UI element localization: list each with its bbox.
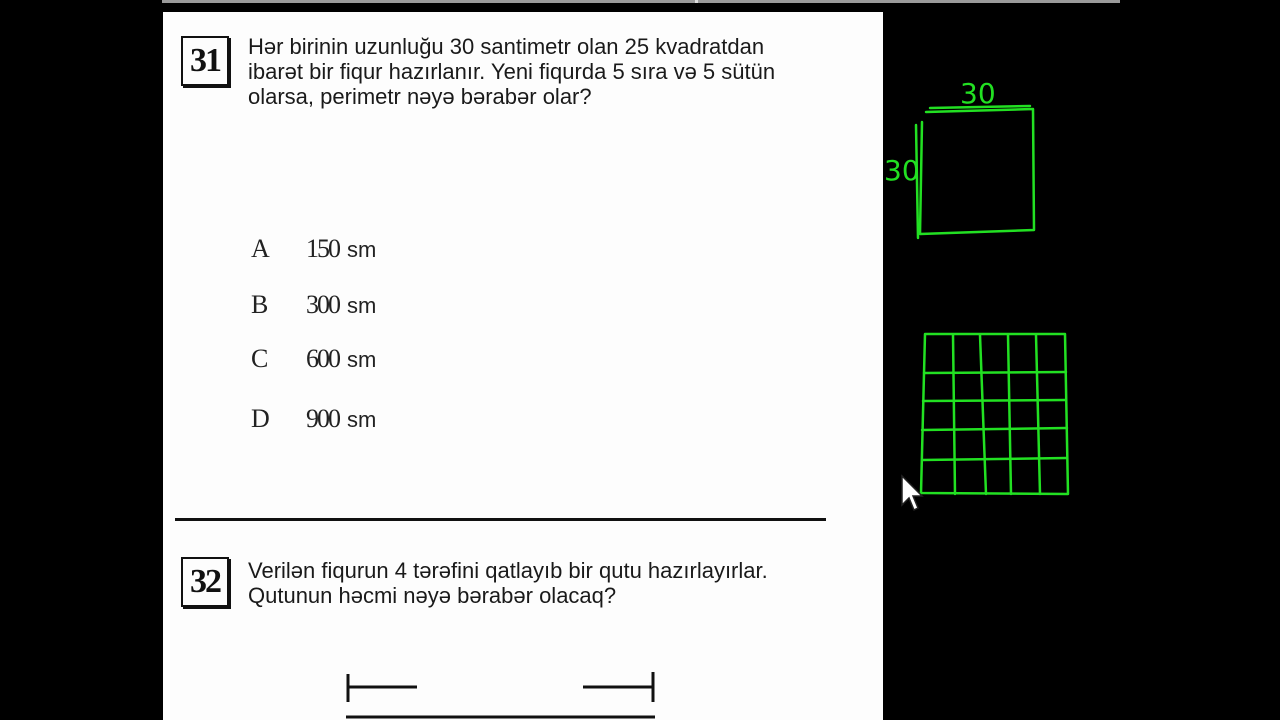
question-32-number: 32 bbox=[181, 557, 229, 607]
option-a-letter: A bbox=[251, 234, 269, 263]
single-square-sketch bbox=[920, 109, 1034, 234]
mouse-cursor-icon bbox=[902, 476, 922, 510]
option-c-value: 600 bbox=[306, 344, 339, 373]
question-31-text: Hər birinin uzunluğu 30 santimetr olan 25 kvadratdan ibarət bir fiqur hazırlanır. Yeni fiqurda 5 sıra və 5 sütün olarsa, perimetr nəyə bərabər olar? bbox=[248, 34, 776, 109]
option-d-letter: D bbox=[251, 404, 269, 433]
top-length-label: 30 bbox=[960, 77, 996, 110]
question-32-text: Verilən fiqurun 4 tərəfini qatlayıb bir qutu hazırlayırlar. Qutunun həcmi nəyə bərabər olacaq? bbox=[248, 558, 768, 608]
question-31-number: 31 bbox=[181, 36, 229, 86]
grid-5x5-sketch bbox=[921, 334, 1068, 494]
option-b-value: 300 bbox=[306, 290, 339, 319]
option-b-letter: B bbox=[251, 290, 268, 319]
option-c-letter: C bbox=[251, 344, 268, 373]
side-length-label: 30 bbox=[884, 154, 920, 187]
option-a-value: 150 bbox=[306, 234, 339, 263]
option-d-unit: sm bbox=[347, 407, 377, 432]
option-a-unit: sm bbox=[347, 237, 377, 262]
option-d-value: 900 bbox=[306, 404, 339, 433]
option-b-unit: sm bbox=[347, 293, 377, 318]
option-c-unit: sm bbox=[347, 347, 377, 372]
